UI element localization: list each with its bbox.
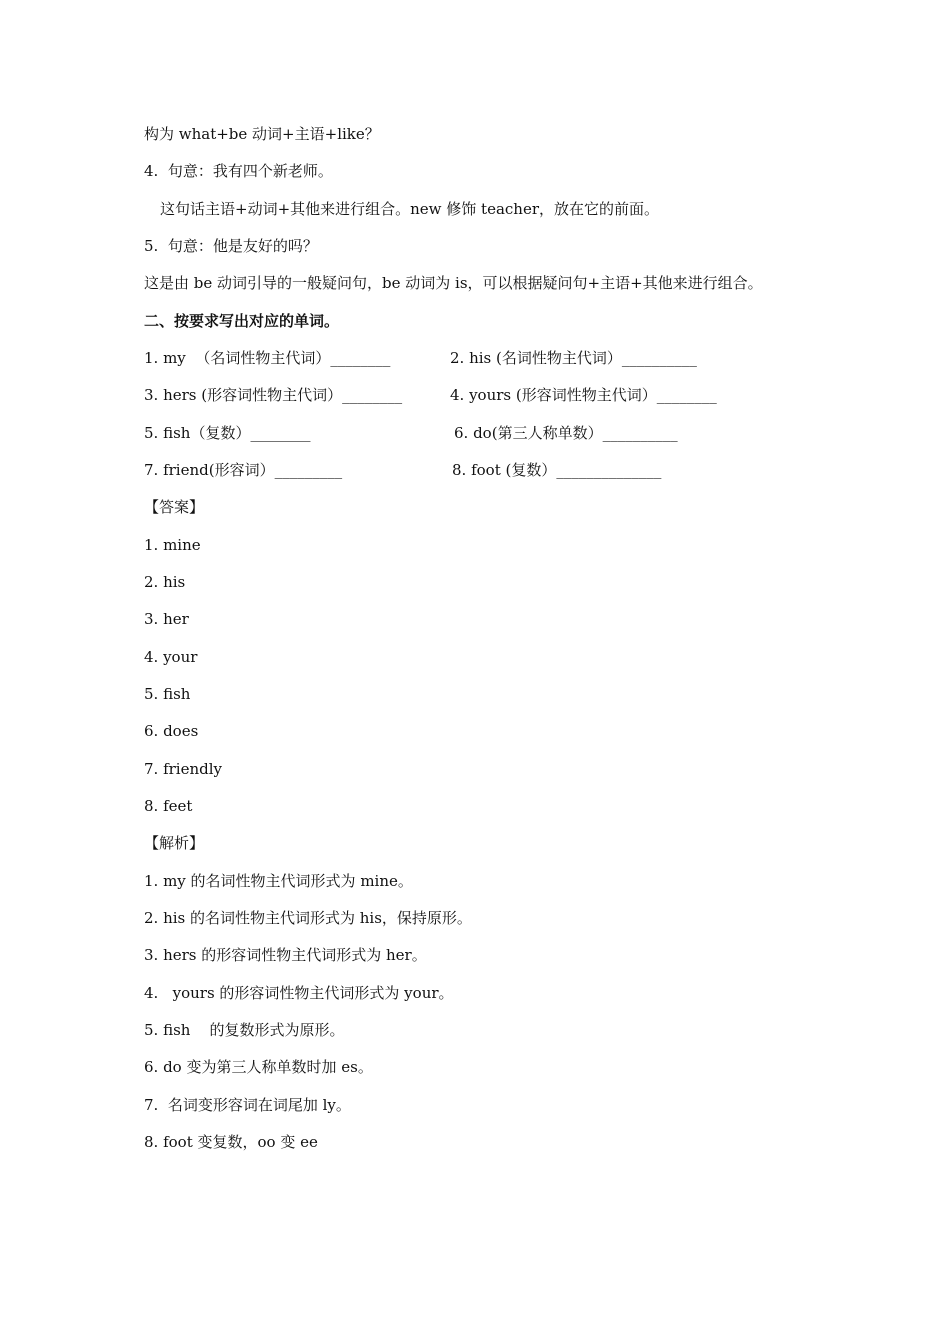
- analysis-item: 3. hers 的形容词性物主代词形式为 her。: [144, 946, 427, 964]
- section-heading: 二、按要求写出对应的单词。: [144, 312, 340, 330]
- answer-item: 7. friendly: [144, 760, 223, 778]
- question-3: 3. hers (形容词性物主代词）________: [144, 386, 403, 404]
- question-4: 4. yours (形容词性物主代词）________: [450, 386, 717, 404]
- analysis-item: 4. yours 的形容词性物主代词形式为 your。: [144, 984, 454, 1002]
- intro-line-4: 5. 句意：他是友好的吗？: [144, 237, 318, 255]
- answer-item: 5. fish: [144, 685, 191, 703]
- answer-item: 3. her: [144, 610, 189, 628]
- answer-item: 8. feet: [144, 797, 193, 815]
- question-7: 7. friend(形容词）_________: [144, 461, 343, 479]
- question-2: 2. his (名词性物主代词）__________: [450, 349, 697, 367]
- analysis-label: 【解析】: [144, 834, 205, 852]
- analysis-item: 5. fish 的复数形式为原形。: [144, 1021, 345, 1039]
- intro-line-5: 这是由 be 动词引导的一般疑问句，be 动词为 is，可以根据疑问句+主语+其他来进行组合。: [144, 274, 763, 292]
- question-6: 6. do(第三人称单数）__________: [454, 424, 678, 442]
- question-1: 1. my （名词性物主代词）________: [144, 349, 391, 367]
- answer-item: 1. mine: [144, 536, 201, 554]
- analysis-item: 8. foot 变复数，oo 变 ee: [144, 1133, 318, 1151]
- answer-item: 6. does: [144, 722, 199, 740]
- intro-line-2: 4. 句意：我有四个新老师。: [144, 162, 333, 180]
- analysis-item: 2. his 的名词性物主代词形式为 his，保持原形。: [144, 909, 472, 927]
- analysis-item: 6. do 变为第三人称单数时加 es。: [144, 1058, 373, 1076]
- intro-line-3: 这句话主语+动词+其他来进行组合。new 修饰 teacher，放在它的前面。: [160, 200, 660, 218]
- analysis-item: 1. my 的名词性物主代词形式为 mine。: [144, 872, 413, 890]
- answers-label: 【答案】: [144, 498, 205, 516]
- analysis-item: 7. 名词变形容词在词尾加 ly。: [144, 1096, 351, 1114]
- question-8: 8. foot (复数）______________: [452, 461, 662, 479]
- answer-item: 4. your: [144, 648, 198, 666]
- intro-line-1: 构为 what+be 动词+主语+like？: [144, 125, 380, 143]
- question-5: 5. fish（复数）________: [144, 424, 311, 442]
- answer-item: 2. his: [144, 573, 186, 591]
